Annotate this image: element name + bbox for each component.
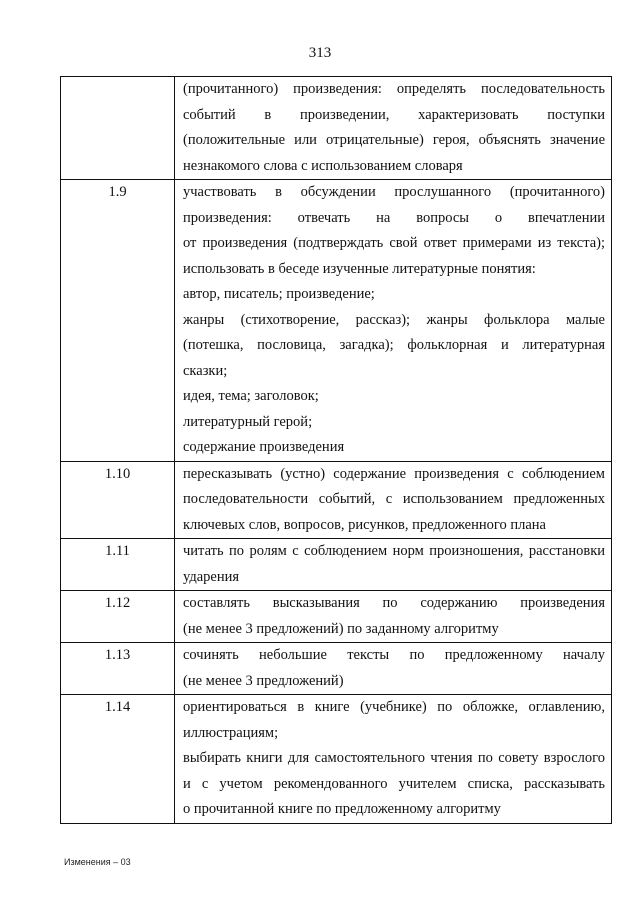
table-row xyxy=(61,591,612,643)
text-line: произведения: отвечать на вопросы о впечатлении xyxy=(183,209,605,226)
text-line: ударения xyxy=(183,568,240,585)
requirements-table xyxy=(60,76,612,824)
text-line: сказки; xyxy=(183,362,228,379)
text-line: от произведения (подтверждать свой ответ примерами из текста); xyxy=(183,235,605,251)
text-line: сочинять небольшие тексты по предложенному началу xyxy=(183,647,605,663)
text-line: участвовать в обсуждении прослушанного (прочитанного) xyxy=(183,184,605,200)
text-line: ключевых слов, вопросов, рисунков, предложенного плана xyxy=(183,516,546,533)
table-row xyxy=(61,539,612,591)
text-line: событий в произведении, характеризовать поступки xyxy=(183,106,605,123)
text-line: (не менее 3 предложений) xyxy=(183,672,344,689)
text-line: (потешка, пословица, загадка); фольклорная и литературная xyxy=(183,337,605,353)
text-line: иллюстрациям; xyxy=(183,724,279,741)
text-line: составлять высказывания по содержанию произведения xyxy=(183,595,605,611)
table-row xyxy=(61,643,612,695)
text-line: незнакомого слова с использованием словаря xyxy=(183,157,463,174)
text-line: жанры (стихотворение, рассказ); жанры фольклора малые xyxy=(183,311,605,328)
text-line: и с учетом рекомендованного учителем списка, рассказывать xyxy=(183,775,605,792)
row-number: 1.10 xyxy=(61,461,175,539)
row-content xyxy=(175,643,612,695)
text-line: последовательности событий, с использованием предложенных xyxy=(183,491,605,507)
table-row xyxy=(61,695,612,824)
text-line: использовать в беседе изученные литературные понятия: xyxy=(183,260,536,277)
text-line: автор, писатель; произведение; xyxy=(183,286,375,302)
text-line: литературный герой; xyxy=(183,413,313,430)
row-content xyxy=(175,77,612,180)
row-content xyxy=(175,539,612,591)
row-content xyxy=(175,180,612,462)
text-line: читать по ролям с соблюдением норм произношения, расстановки xyxy=(183,543,605,559)
row-number: 1.11 xyxy=(61,539,175,591)
text-line: (не менее 3 предложений) по заданному алгоритму xyxy=(183,620,499,637)
text-line: выбирать книги для самостоятельного чтения по совету взрослого xyxy=(183,750,605,766)
page-number: 313 xyxy=(308,45,332,61)
row-number: 1.14 xyxy=(61,695,175,824)
text-line: ориентироваться в книге (учебнике) по обложке, оглавлению, xyxy=(183,699,605,715)
row-content xyxy=(175,461,612,539)
text-line: идея, тема; заголовок; xyxy=(183,388,319,404)
table-row xyxy=(61,180,612,462)
row-content xyxy=(175,695,612,824)
text-line: содержание произведения xyxy=(183,439,345,455)
table-row xyxy=(61,461,612,539)
text-line: (прочитанного) произведения: определять последовательность xyxy=(183,81,605,97)
table-row xyxy=(61,77,612,180)
row-content xyxy=(175,591,612,643)
row-number: 1.12 xyxy=(61,591,175,643)
text-line: (положительные или отрицательные) героя, объяснять значение xyxy=(183,132,605,148)
row-number: 1.13 xyxy=(61,643,175,695)
text-line: пересказывать (устно) содержание произведения с соблюдением xyxy=(183,465,605,482)
row-number: 1.9 xyxy=(61,180,175,462)
revision-footer: Изменения – 03 xyxy=(64,857,131,867)
text-line: о прочитанной книге по предложенному алгоритму xyxy=(183,801,501,817)
row-number xyxy=(61,77,175,180)
